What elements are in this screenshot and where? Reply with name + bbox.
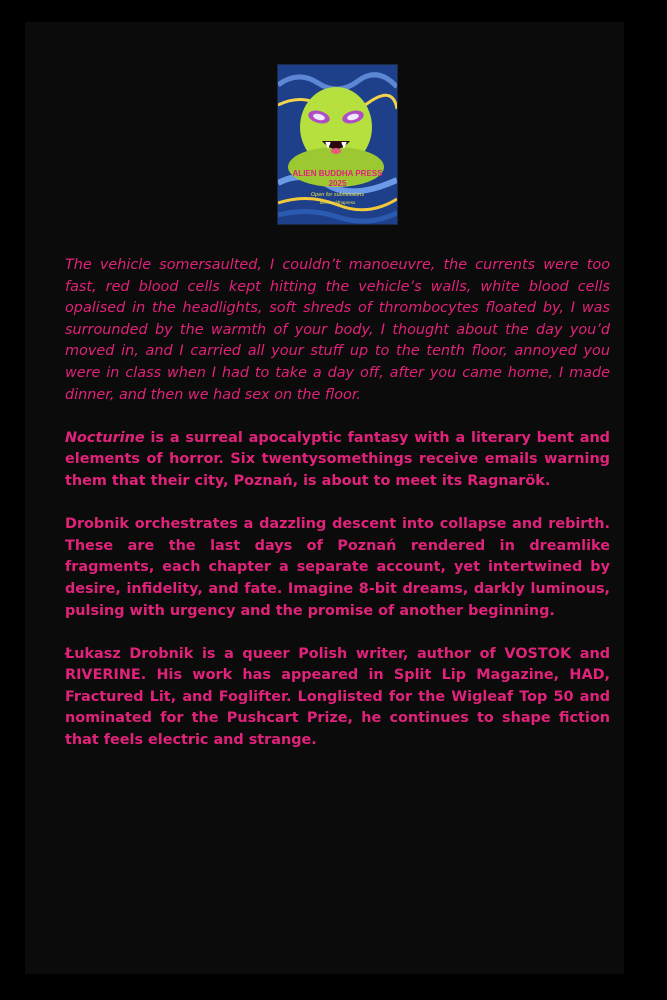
blurb-paragraph-2: Drobnik orchestrates a dazzling descent into collapse and rebirth. These are the last days of Poznań rendered in dreamlike fragments, each chapter a separate account, yet intertwined by desire, infidelity, and fate. Imagine 8-bit dreams, darkly luminous, pulsing with urgency and the promise of another beginning. (65, 516, 610, 619)
blurb-paragraph-1 (65, 428, 610, 493)
logo-line-1: ALIEN BUDDHA PRESS (292, 169, 383, 178)
book-description (65, 255, 610, 752)
logo-line-2: 2025 (328, 179, 347, 188)
logo-line-3: Open for submissions (310, 192, 365, 198)
blurb-text-1: is a surreal apocalyptic fantasy with a literary bent and elements of horror. Six twentysomethings receive emails warning them that their city, Poznań, is about to meet its Ragnarök. (65, 429, 610, 489)
logo-line-4: alienbuddhapress (319, 200, 356, 205)
publisher-logo (277, 64, 398, 225)
book-title: Nocturine (65, 429, 145, 446)
excerpt-paragraph: The vehicle somersaulted, I couldn’t manoeuvre, the currents were too fast, red blood cells kept hitting the vehicle’s walls, white blood cells opalised in the headlights, soft shreds of thrombocytes floated by, I was surrounded by the warmth of your body, I thought about the day you’d moved in, and I carried all your stuff up to the tenth floor, annoyed you were in class when I had to take a day off, after you came home, I made dinner, and then we had sex on the floor. (65, 257, 610, 403)
author-bio-paragraph: Łukasz Drobnik is a queer Polish writer, author of VOSTOK and RIVERINE. His work has appeared in Split Lip Magazine, HAD, Fractured Lit, and Foglifter. Longlisted for the Wigleaf Top 50 and nominated for the Pushcart Prize, he continues to shape fiction that feels electric and strange. (65, 645, 610, 749)
